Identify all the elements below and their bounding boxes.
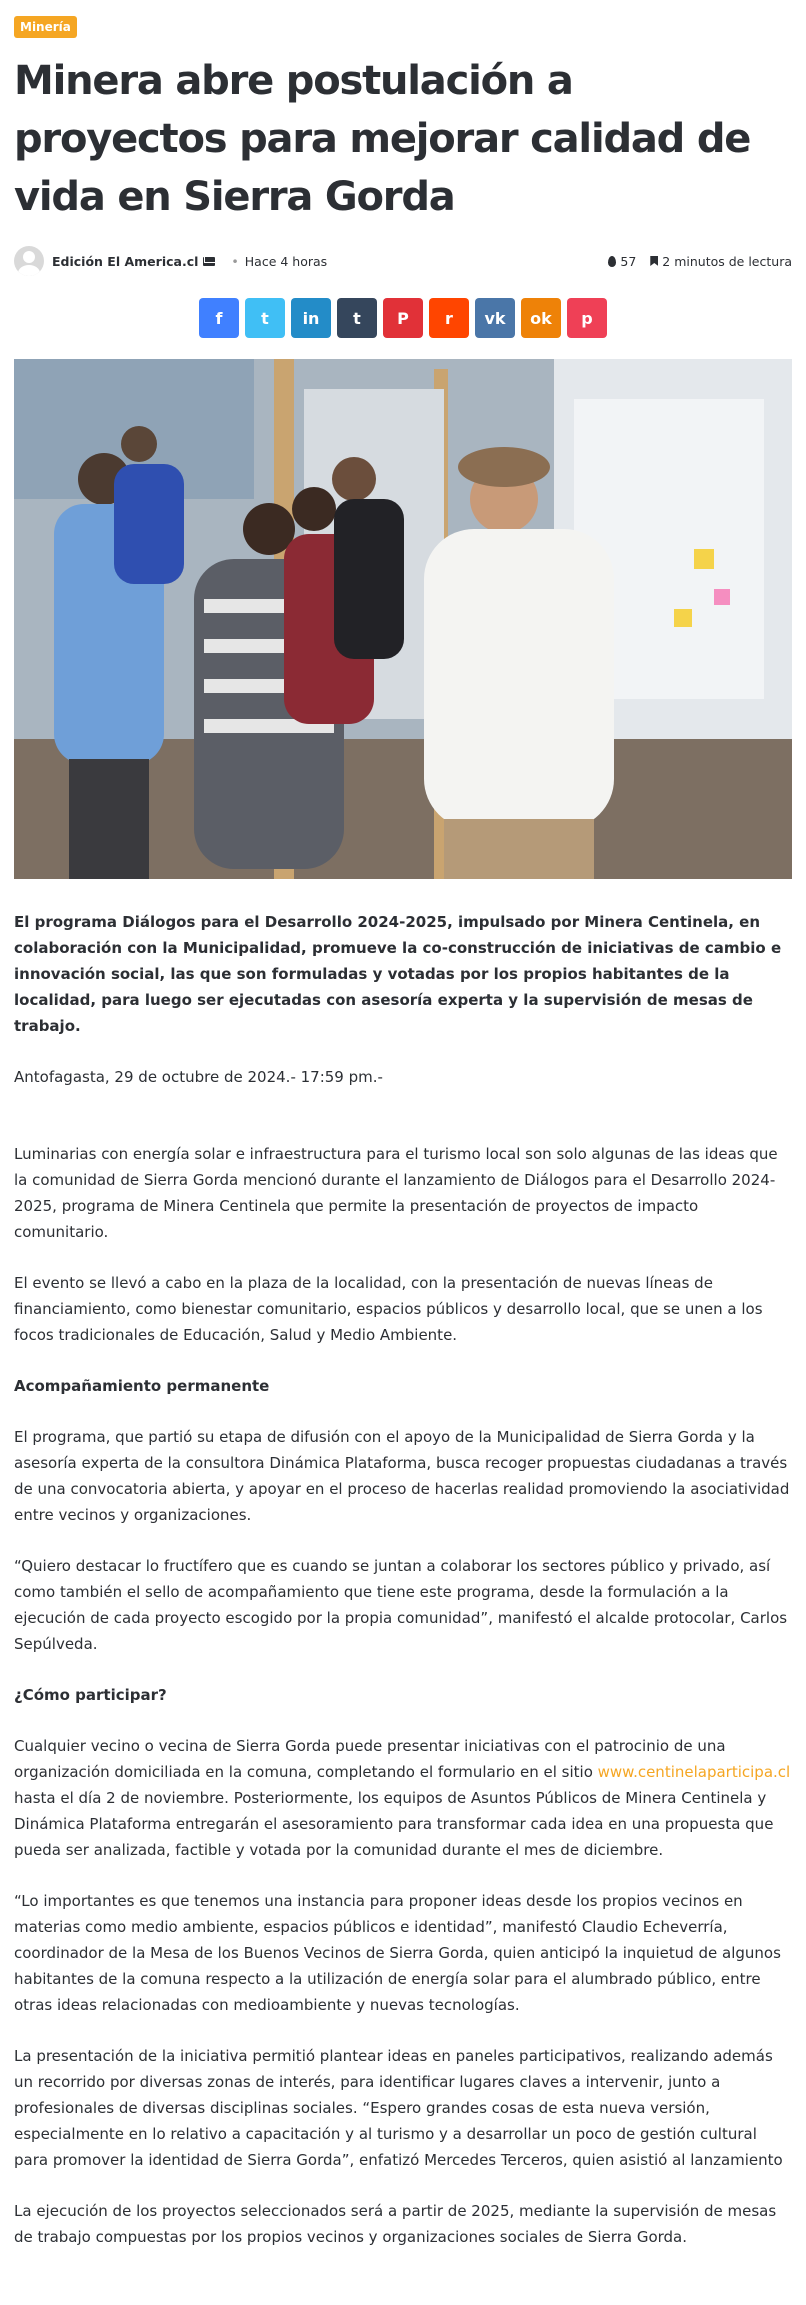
- fire-icon: [608, 256, 616, 267]
- article-title: Minera abre postulación a proyectos para mejorar calidad de vida en Sierra Gorda: [14, 58, 751, 220]
- paragraph-1: Luminarias con energía solar e infraestructura para el turismo local son solo algunas de las ideas que la comunidad de Sierra Gorda mencionó durante el lanzamiento de Diálogos para el Desarrollo 2024-2025, programa de Minera Centinela que permite la presentación de proyectos de impacto comunitario.: [14, 1145, 778, 1241]
- separator-dot: •: [231, 253, 239, 269]
- paragraph-5-end: hasta el día 2 de noviembre. Posteriormente, los equipos de Asuntos Públicos de Minera Centinela y Dinámica Plataforma entregarán el asesoramiento para transformar cada idea en una propuesta que pueda ser analizada, factible y votada por la comunidad durante el mes de diciembre.: [14, 1789, 774, 1859]
- category-badge[interactable]: Minería: [14, 16, 77, 38]
- views-value: 57: [620, 253, 637, 269]
- read-time: [650, 254, 792, 269]
- odnoklassniki-icon: ok: [530, 308, 552, 328]
- facebook-share-button[interactable]: [199, 298, 239, 338]
- reddit-share-button[interactable]: [429, 298, 469, 338]
- lead-paragraph: El programa Diálogos para el Desarrollo 2024-2025, impulsado por Minera Centinela, en colaboración con la Municipalidad, promueve la co-construcción de iniciativas de cambio e innovación social, las que son formuladas y votadas por los propios habitantes de la localidad, para luego ser ejecutadas con asesoría experta y la supervisión de mesas de trabajo.: [14, 913, 782, 1035]
- dateline: Antofagasta, 29 de octubre de 2024.- 17:59 pm.-: [14, 1068, 383, 1086]
- author-avatar[interactable]: [14, 246, 44, 276]
- article-body: [14, 909, 792, 2250]
- paragraph-3: El programa, que partió su etapa de difusión con el apoyo de la Municipalidad de Sierra Gorda y la asesoría experta de la consultora Dinámica Plataforma, busca recoger propuestas ciudadanas a través de una convocatoria abierta, y apoyar en el proceso de hacerlas realidad promoviendo la asociatividad entre vecinos y organizaciones.: [14, 1428, 790, 1524]
- pinterest-share-button[interactable]: [383, 298, 423, 338]
- mail-icon[interactable]: [203, 257, 215, 266]
- meta-stats: [608, 254, 792, 269]
- tumblr-share-button[interactable]: [337, 298, 377, 338]
- facebook-icon: f: [215, 308, 223, 328]
- vk-icon: vk: [484, 308, 506, 328]
- linkedin-share-button[interactable]: [291, 298, 331, 338]
- paragraph-5-start: Cualquier vecino o vecina de Sierra Gorda puede presentar iniciativas con el patrocinio de una organización domiciliada en la comuna, completando el formulario en el sitio: [14, 1737, 726, 1781]
- subheading-acompanamiento: Acompañamiento permanente: [14, 1377, 270, 1395]
- reddit-icon: r: [445, 308, 453, 328]
- pocket-icon: p: [581, 308, 593, 328]
- paragraph-5: [14, 1733, 792, 1863]
- views-count: [608, 254, 636, 269]
- subheading-como-participar: ¿Cómo participar?: [14, 1686, 167, 1704]
- read-time-value: 2 minutos de lectura: [662, 253, 792, 269]
- twitter-share-button[interactable]: [245, 298, 285, 338]
- paragraph-6: “Lo importantes es que tenemos una instancia para proponer ideas desde los propios vecinos en materias como medio ambiente, espacios públicos e identidad”, manifestó Claudio Echeverría, coordinador de la Mesa de los Buenos Vecinos de Sierra Gorda, quien anticipó la inquietud de algunos habitantes de la comuna respecto a la utilización de energía solar para el alumbrado público, entre otras ideas relacionadas con medioambiente y nuevas tecnologías.: [14, 1892, 781, 2014]
- article-meta: [14, 244, 792, 278]
- author-name[interactable]: Edición El America.cl: [52, 253, 199, 269]
- odnoklassniki-share-button[interactable]: [521, 298, 561, 338]
- paragraph-8: La ejecución de los proyectos seleccionados será a partir de 2025, mediante la supervisión de mesas de trabajo compuestas por los propios vecinos y organizaciones sociales de Sierra Gorda.: [14, 2202, 777, 2246]
- paragraph-4: “Quiero destacar lo fructífero que es cuando se juntan a colaborar los sectores público y privado, así como también el sello de acompañamiento que tiene este programa, desde la formulación a la ejecución de cada proyecto escogido por la propia comunidad”, manifestó el alcalde protocolar, Carlos Sepúlveda.: [14, 1557, 788, 1653]
- linkedin-icon: in: [302, 308, 320, 328]
- vk-share-button[interactable]: [475, 298, 515, 338]
- twitter-icon: t: [261, 308, 269, 328]
- bookmark-icon: [650, 256, 658, 266]
- share-buttons: [14, 298, 792, 338]
- centinela-link[interactable]: www.centinelaparticipa.cl: [597, 1763, 791, 1781]
- paragraph-2: El evento se llevó a cabo en la plaza de la localidad, con la presentación de nuevas líneas de financiamiento, como bienestar comunitario, espacios públicos y desarrollo local, que se unen a los focos tradicionales de Educación, Salud y Medio Ambiente.: [14, 1274, 763, 1344]
- publish-time: Hace 4 horas: [244, 253, 328, 269]
- pocket-share-button[interactable]: [567, 298, 607, 338]
- people-at-board-photo: [14, 359, 792, 879]
- article-image: [14, 359, 792, 879]
- tumblr-icon: t: [353, 308, 361, 328]
- pinterest-icon: P: [397, 308, 409, 328]
- paragraph-7: La presentación de la iniciativa permitió plantear ideas en paneles participativos, realizando además un recorrido por diversas zonas de interés, para identificar lugares claves a intervenir, junto a profesionales de diversas disciplinas sociales. “Espero grandes cosas de esta nueva versión, especialmente en lo relativo a capacitación y al turismo y a desarrollar un poco de gestión cultural para promover la identidad de Sierra Gorda”, enfatizó Mercedes Terceros, quien asistió al lanzamiento: [14, 2047, 783, 2169]
